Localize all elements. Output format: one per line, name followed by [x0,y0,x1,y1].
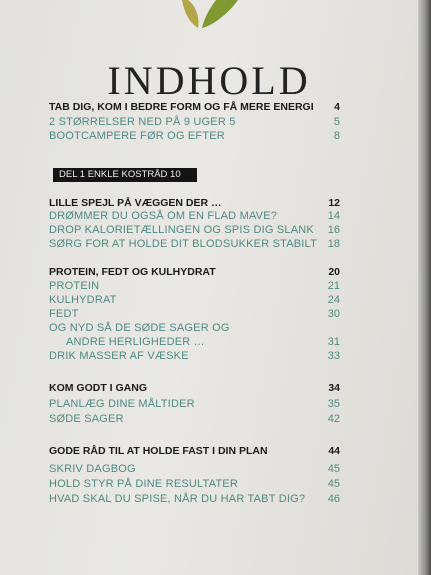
toc-heading: TAB DIG, KOM I BEDRE FORM OG FÅ MERE ENERGI 4 [49,101,340,113]
page-edge-shadow [418,0,431,575]
toc-entry: SØDE SAGER 42 [49,413,340,425]
toc-entry: FEDT 30 [49,308,340,320]
toc-entry: HOLD STYR PÅ DINE RESULTATER 45 [49,478,340,490]
toc-heading: GODE RÅD TIL AT HOLDE FAST I DIN PLAN 44 [49,445,340,457]
toc-heading: LILLE SPEJL PÅ VÆGGEN DER … 12 [49,197,340,209]
leaf-icon [178,0,240,30]
toc-entry: SØRG FOR AT HOLDE DIT BLODSUKKER STABILT 18 [49,238,340,250]
toc-entry: PLANLÆG DINE MÅLTIDER 35 [49,398,340,410]
toc-entry: DRØMMER DU OGSÅ OM EN FLAD MAVE? 14 [49,210,340,222]
toc-entry: 2 STØRRELSER NED PÅ 9 UGER 5 5 [49,116,340,128]
toc-heading: PROTEIN, FEDT OG KULHYDRAT 20 [49,266,340,278]
toc-heading: KOM GODT I GANG 34 [49,382,340,394]
toc-entry: SKRIV DAGBOG 45 [49,463,340,475]
toc-entry: OG NYD SÅ DE SØDE SAGER OG [49,322,230,334]
toc-entry: DRIK MASSER AF VÆSKE 33 [49,350,340,362]
toc-entry: KULHYDRAT 24 [49,294,340,306]
toc-entry: PROTEIN 21 [49,280,340,292]
part-label: DEL 1 ENKLE KOSTRÅD 10 [53,168,197,182]
toc-entry: ANDRE HERLIGHEDER … 31 [66,336,340,348]
toc-entry: DROP KALORIETÆLLINGEN OG SPIS DIG SLANK 16 [49,224,340,236]
toc-entry: BOOTCAMPERE FØR OG EFTER 8 [49,130,340,142]
page-title: INDHOLD [107,57,311,103]
toc-entry: HVAD SKAL DU SPISE, NÅR DU HAR TABT DIG? 46 [49,493,340,505]
